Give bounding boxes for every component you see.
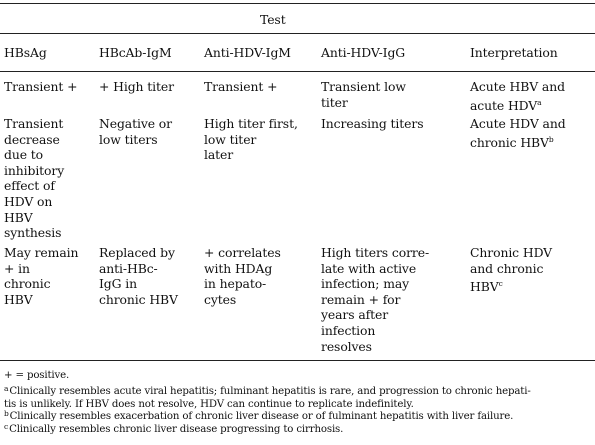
column-header-hbsag: HBsAg: [4, 45, 47, 60]
column-header-interpretation: Interpretation: [470, 45, 558, 60]
cell-anti-hdv-igg: High titers corre- late with active infection; may remain + for years after infection resolves: [321, 245, 430, 354]
cell-hbcab-igm: Replaced by anti-HBc- IgG in chronic HBV: [99, 245, 178, 307]
footnote-marker: b: [548, 134, 554, 144]
header-rule: [0, 71, 595, 72]
cell-hbsag: Transient +: [4, 79, 78, 94]
spanner-rule: [0, 33, 595, 34]
cell-anti-hdv-igm: High titer first, low titer later: [204, 116, 298, 163]
footnote-c-marker: c: [4, 422, 9, 431]
cell-interpretation: [470, 245, 552, 295]
cell-hbsag: Transient decrease due to inhibitory effect of HDV on HBV synthesis: [4, 116, 65, 241]
footnote-b-text: Clinically resembles exacerbation of chronic liver disease or of fulminant hepatitis with liver failure.: [9, 411, 514, 422]
column-header-hbcab-igm: HBcAb-IgM: [99, 45, 172, 60]
footnote-legend: + = positive.: [4, 370, 70, 381]
cell-interpretation: [470, 116, 566, 150]
footnote-c: [4, 421, 343, 437]
cell-anti-hdv-igg: Increasing titers: [321, 116, 424, 131]
footnote-c-text: Clinically resembles chronic liver disease progressing to cirrhosis.: [9, 424, 344, 435]
column-header-anti-hdv-igg: Anti-HDV-IgG: [321, 45, 406, 60]
cell-anti-hdv-igm: + correlates with HDAg in hepato- cytes: [204, 245, 281, 307]
cell-hbcab-igm: Negative or low titers: [99, 116, 172, 147]
footnote-b-marker: b: [4, 409, 9, 418]
cell-anti-hdv-igg: Transient low titer: [321, 79, 406, 110]
footnote-marker: a: [537, 97, 542, 107]
interpretation-text: Chronic HDV and chronic HBV: [470, 245, 553, 295]
cell-interpretation: [470, 79, 565, 113]
footnote-a-marker: a: [4, 384, 9, 393]
footnote-marker: c: [498, 279, 503, 289]
interpretation-text: Acute HBV and acute HDV: [470, 79, 565, 113]
column-header-anti-hdv-igm: Anti-HDV-IgM: [204, 45, 291, 60]
cell-hbsag: May remain + in chronic HBV: [4, 245, 79, 307]
table-bottom-rule: [0, 360, 595, 361]
cell-anti-hdv-igm: Transient +: [204, 79, 278, 94]
spanner-header: Test: [260, 12, 286, 27]
footnote-a: [4, 383, 531, 411]
table-top-rule: [0, 3, 595, 4]
footnote-a-text: Clinically resembles acute viral hepatitis; fulminant hepatitis is rare, and progression to chronic hepati- tis is unlikely. If HBV does not resolve, HDV can continue to replicate indefinitely.: [4, 386, 531, 410]
interpretation-text: Acute HDV and chronic HBV: [470, 116, 566, 150]
cell-hbcab-igm: + High titer: [99, 79, 174, 94]
